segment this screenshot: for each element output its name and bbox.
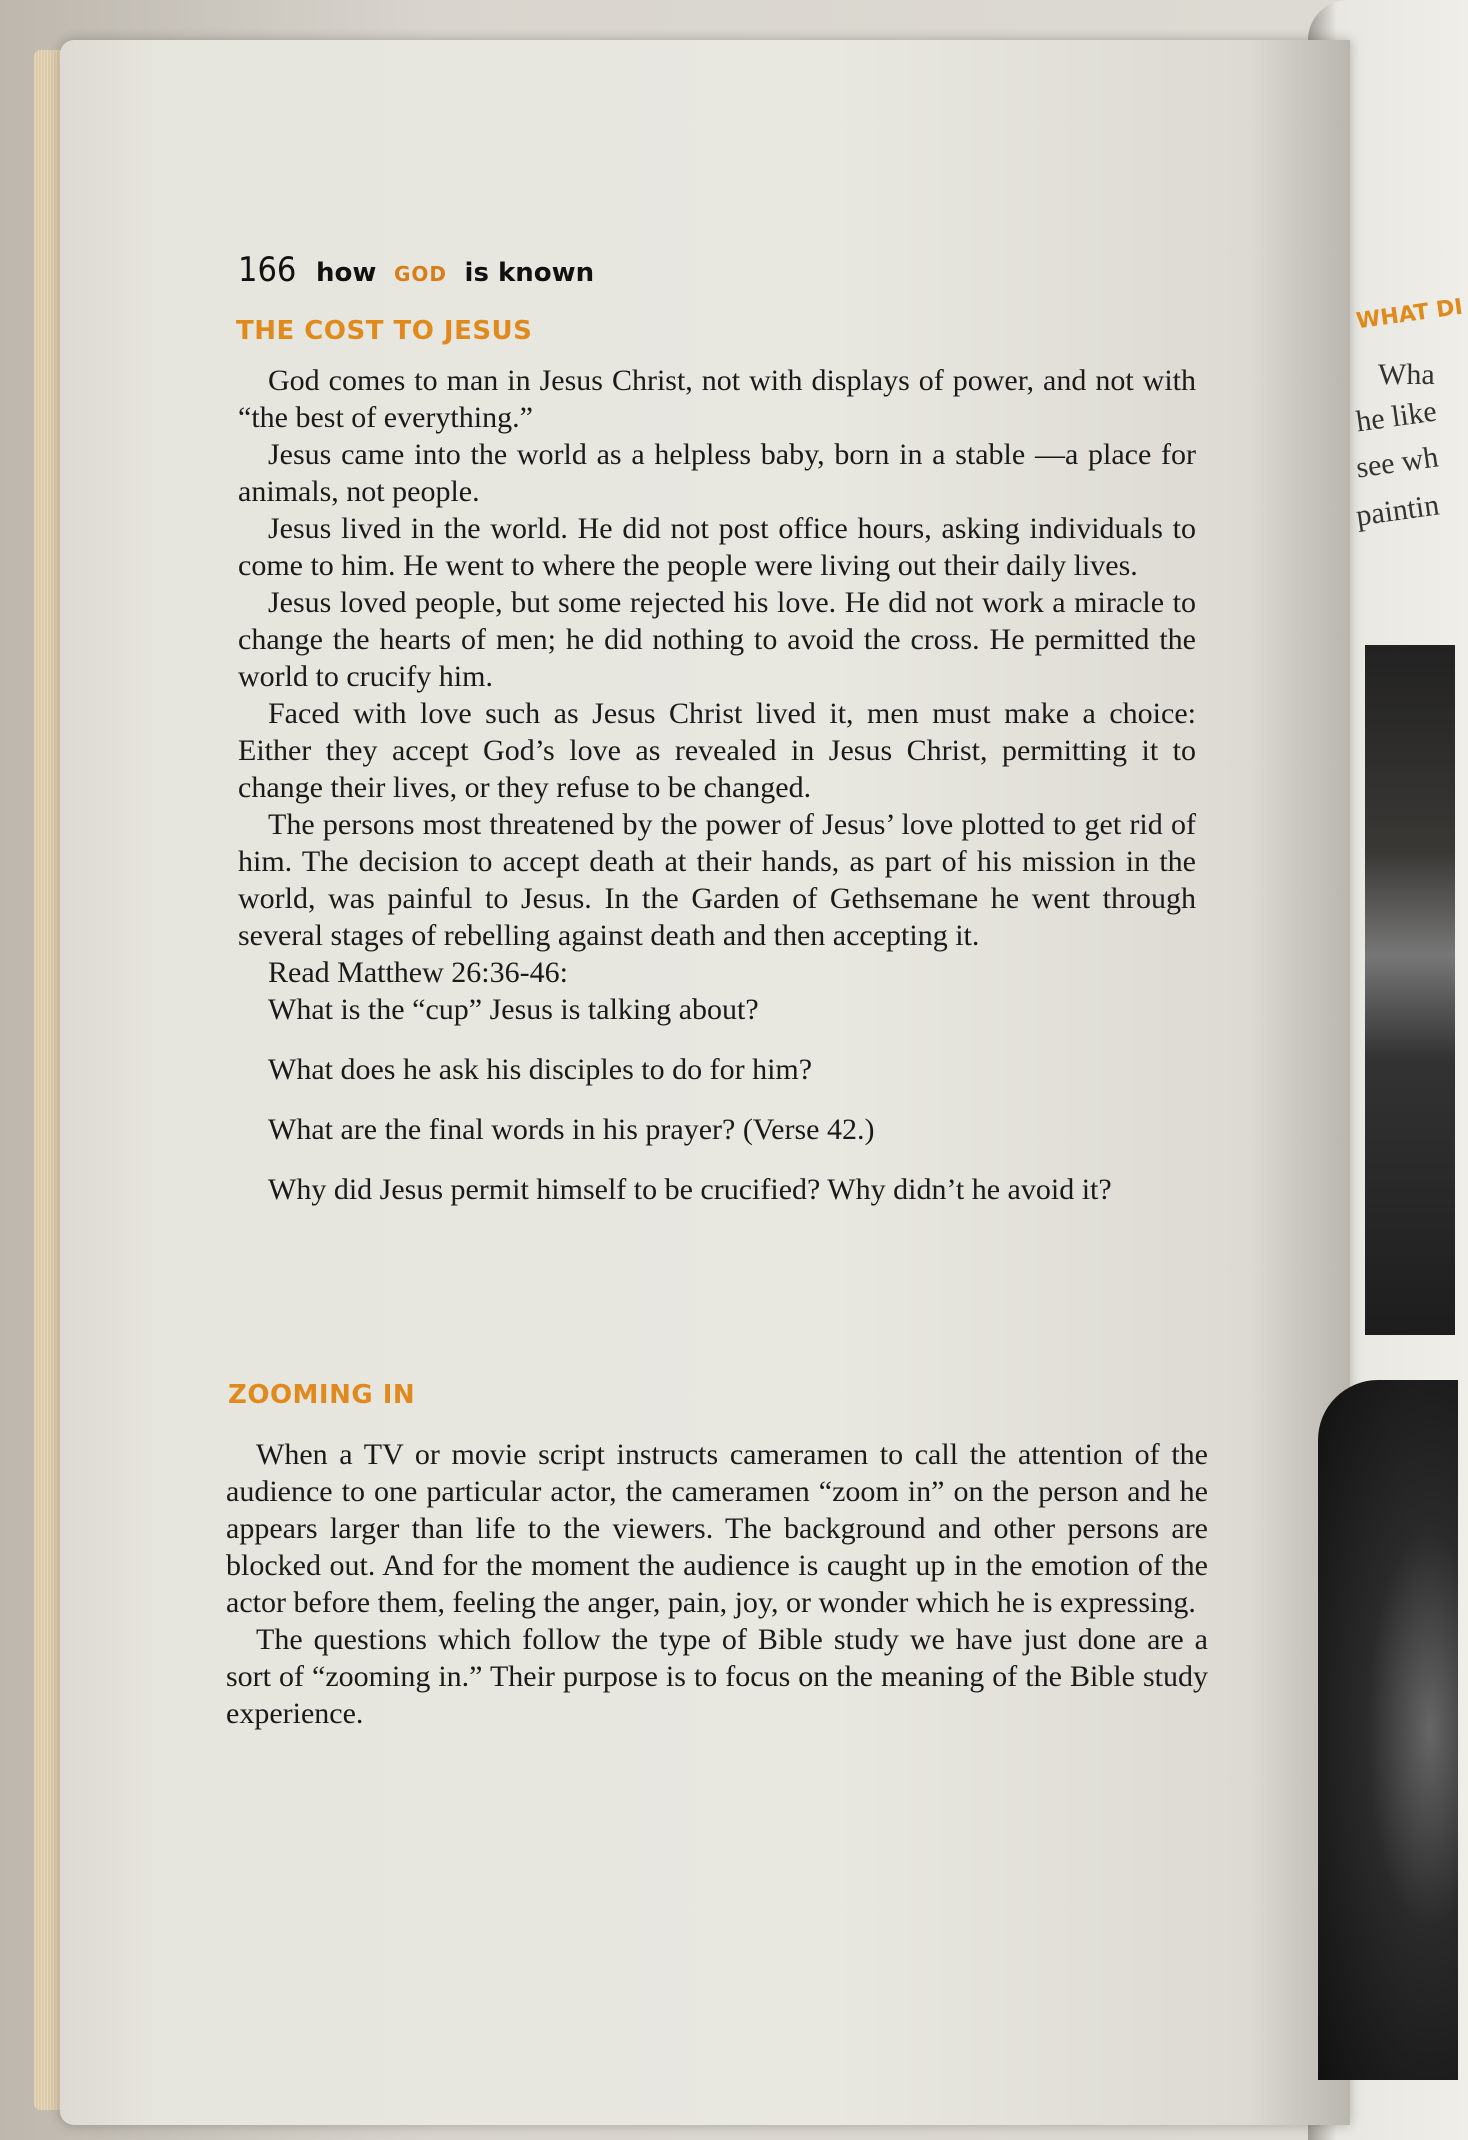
facing-page-line: paintin — [1354, 488, 1442, 533]
paragraph: Jesus came into the world as a helpless baby, born in a stable —a place for animals, not people. — [238, 438, 1196, 508]
header-god: GOD — [393, 262, 447, 286]
paragraph: Jesus loved people, but some rejected his love. He did not work a miracle to change the hearts of men; he did nothing to avoid the cross. He permitted the world to crucify him. — [238, 586, 1196, 693]
heading-cost-to-jesus: THE COST TO JESUS — [236, 316, 533, 346]
header-how: how — [315, 258, 377, 288]
paragraph: The questions which follow the type of Bible study we have just done are a sort of “zooming in.” Their purpose is to focus on the meaning of the Bible study experience. — [226, 1623, 1208, 1730]
paragraph: The persons most threatened by the power of Jesus’ love plotted to get rid of him. The decision to accept death at their hands, as part of his mission in the world, was painful to Jesus. In the Garden of Gethsemane he went through several stages of rebelling against death and then accepting it. — [238, 808, 1196, 952]
paragraph-read: Read Matthew 26:36-46: — [268, 956, 568, 989]
paragraph: When a TV or movie script instructs cameramen to call the attention of the audience to one particular actor, the cameramen “zoom in” on the person and he appears larger than life to the viewers. The background and other persons are blocked out. And for the moment the audience is caught up in the emotion of the actor before them, feeling the anger, pain, joy, or wonder which he is expressing. — [226, 1438, 1208, 1619]
heading-zooming-in: ZOOMING IN — [228, 1380, 416, 1410]
facing-page-photo-top — [1365, 645, 1455, 1335]
facing-page-line: he like — [1354, 394, 1439, 439]
cost-section-body — [238, 362, 1196, 1208]
header-is-known: is known — [464, 258, 595, 288]
page-number: 166 — [238, 250, 297, 290]
question: What are the final words in his prayer? (Verse 42.) — [268, 1113, 875, 1146]
facing-page-photo-bottom — [1318, 1380, 1458, 2080]
paragraph: Jesus lived in the world. He did not post office hours, asking individuals to come to him. He went to where the people were living out their daily lives. — [238, 512, 1196, 582]
facing-page-heading: WHAT DI — [1354, 294, 1465, 335]
paragraph: God comes to man in Jesus Christ, not with displays of power, and not with “the best of everything.” — [238, 364, 1196, 434]
zoom-section-body — [226, 1436, 1208, 1732]
question: Why did Jesus permit himself to be crucified? Why didn’t he avoid it? — [268, 1173, 1112, 1206]
facing-page-line: Wha — [1378, 358, 1435, 391]
paragraph: Faced with love such as Jesus Christ lived it, men must make a choice: Either they accept God’s love as revealed in Jesus Christ, permitting it to change their lives, or they refuse to be changed. — [238, 697, 1196, 804]
facing-page-line: see wh — [1354, 440, 1441, 485]
question: What is the “cup” Jesus is talking about? — [268, 993, 759, 1026]
question: What does he ask his disciples to do for him? — [268, 1053, 813, 1086]
running-header — [238, 250, 594, 290]
